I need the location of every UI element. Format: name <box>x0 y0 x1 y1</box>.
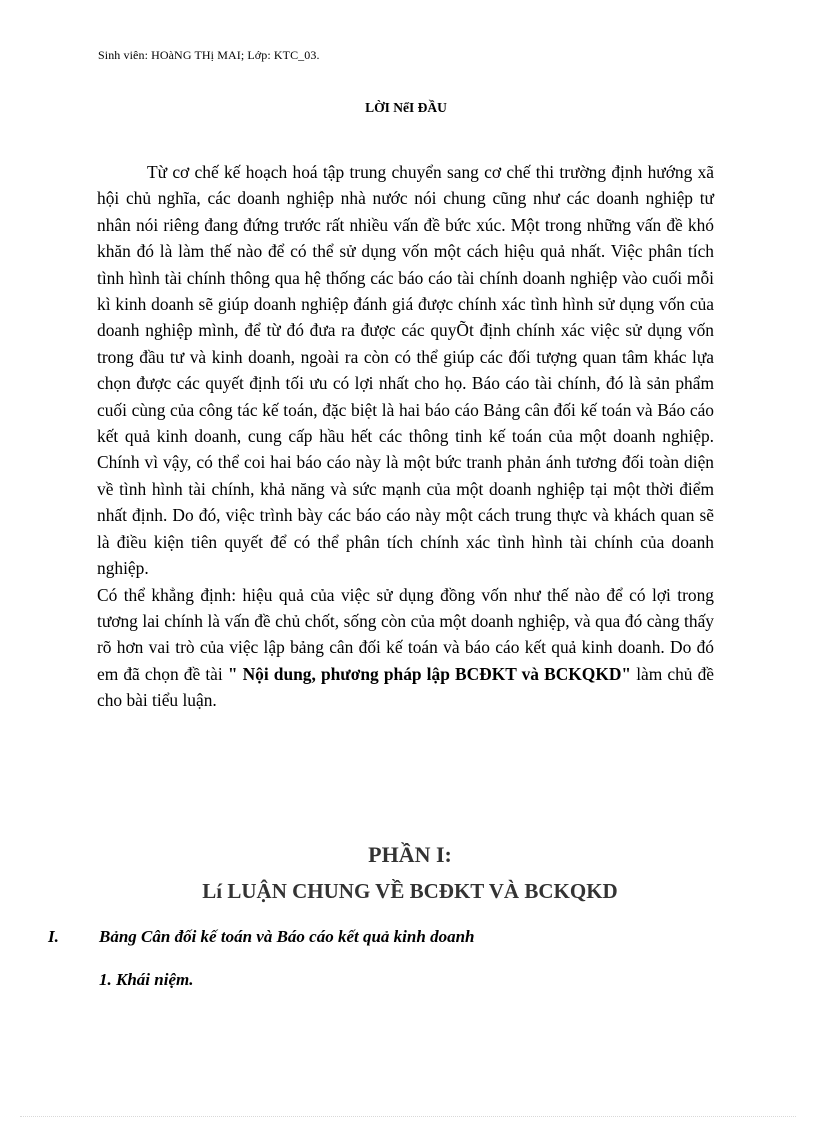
paragraph-2-text: Có thể khẳng định: hiệu quả của việc sử dụng đồng vốn như thế nào để có lợi trong tương lai chính là vấn đề chủ chốt, sống còn của một doanh nghiệp, và qua đó càng thấy rõ hơn vai trò của việc lập bảng cân đối kế toán và báo cáo kết quả kinh doanh. Do đó em đã chọn đề tài <box>97 584 714 684</box>
part-title-text: PHẦN I: <box>368 842 452 867</box>
page-footer-divider <box>20 1116 796 1117</box>
section-number: I. <box>48 927 59 946</box>
part-title <box>0 842 816 868</box>
section-title: Bảng Cân đối kế toán và Báo cáo kết quả kinh doanh <box>99 927 475 946</box>
foreword-title <box>0 100 816 116</box>
paragraph-2-end: làm chủ đề cho bài tiểu luận. <box>97 663 715 711</box>
subsection-title: 1. Khái niệm. <box>99 970 194 989</box>
foreword-title-text: LỜI NểI ĐẦU <box>365 100 447 115</box>
topic-title: " Nội dung, phương pháp lập BCĐKT và BCKQKD" <box>227 663 632 684</box>
part-subtitle <box>0 879 816 904</box>
foreword-paragraph-2 <box>97 582 714 714</box>
foreword-paragraph-1: Từ cơ chế kế hoạch hoá tập trung chuyển sang cơ chế thi trường định hướng xã hội chủ nghĩa, các doanh nghiệp nhà nước nói chung cũng như các doanh nghiệp tư nhân nói riêng đang đứng trước rất nhiều vấn đề bức xúc. Một trong những vấn đề khó khăn đó là làm thế nào để có thể sử dụng vốn một cách hiệu quả nhất. Việc phân tích tình hình tài chính thông qua hệ thống các báo cáo tài chính doanh nghiệp vào cuối mỗi kì kinh doanh sẽ giúp doanh nghiệp đánh giá được chính xác tình hình sử dụng vốn của doanh nghiệp mình, để từ đó đưa ra được các quyÕt định chính xác việc sử dụng vốn trong đầu tư và kinh doanh, ngoài ra còn có thể giúp các đối tượng quan tâm khác lựa chọn được các quyết định tối ưu có lợi nhất cho họ. Báo cáo tài chính, đó là sản phẩm cuối cùng của công tác kế toán, đặc biệt là hai báo cáo Bảng cân đối kế toán và Báo cáo kết quả kinh doanh, cung cấp hầu hết các thông tinh kế toán của một doanh nghiệp. Chính vì vậy, có thể coi hai báo cáo này là một bức tranh phản ánh tương đối toàn diện về tình hình tài chính, khả năng và sức mạnh của một doanh nghiệp tại một thời điểm nhất định. Do đó, việc trình bày các báo cáo này một cách trung thực và khách quan sẽ là điều kiện tiên quyết để có thể phân tích chính xác tình hình tài chính của doanh nghiệp. <box>97 162 714 579</box>
part-subtitle-text: Lí LUẬN CHUNG VỀ BCĐKT VÀ BCKQKD <box>202 879 618 903</box>
page-header: Sinh viên: HOàNG THị MAI; Lớp: KTC_03. <box>98 48 320 62</box>
foreword-body <box>97 159 714 714</box>
